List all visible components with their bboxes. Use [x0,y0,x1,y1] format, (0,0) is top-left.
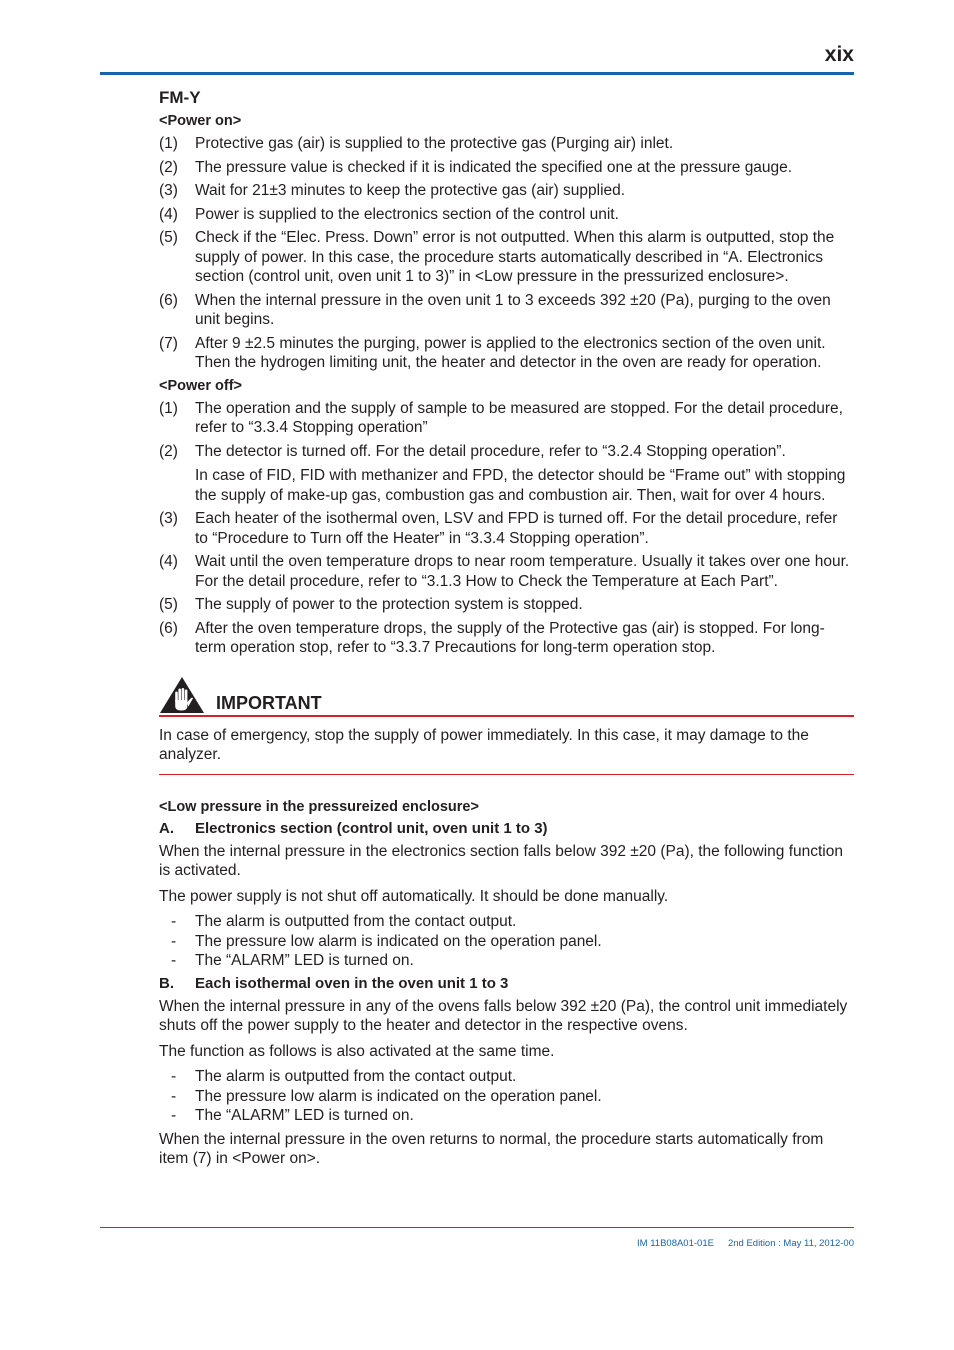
step-text: Wait until the oven temperature drops to near room temperature. Usually it takes over one hour. For the detail procedure, refer to “3.1.3 How to Check the Temperature at Each Part”. [195,553,850,590]
step-text: The detector is turned off. For the detail procedure, refer to “3.2.4 Stopping operation”. [195,442,786,460]
section-b-list [159,1067,854,1126]
list-item-text: The alarm is outputted from the contact output. [195,1068,517,1085]
list-item [159,509,854,548]
page-number: xix [824,43,854,66]
header-rule [100,72,854,75]
list-item [159,134,854,154]
step-text: Check if the “Elec. Press. Down” error is not outputted. When this alarm is outputted, stop the supply of power. In this case, the procedure starts automatically described in “A. Electronics section (control unit, oven unit 1 to 3)” in <Low pressure in the pressurized enclosure>. [195,229,835,285]
spacer [159,775,854,798]
list-item [159,619,854,658]
step-number: (3) [159,182,178,199]
list-item [159,205,854,225]
section-letter: B. [159,974,174,992]
section-a-paragraph: When the internal pressure in the electronics section falls below 392 ±20 (Pa), the following function is activated. [159,842,843,879]
step-text: The supply of power to the protection system is stopped. [195,596,583,613]
section-a-title: Electronics section (control unit, oven unit 1 to 3) [195,819,548,837]
section-b-paragraph: When the internal pressure in any of the ovens falls below 392 ±20 (Pa), the control unit immediately shuts off the power supply to the heater and detector in the respective ovens. [159,997,848,1034]
list-item [159,334,854,373]
list-item [159,158,854,178]
section-b-paragraph: The function as follows is also activated at the same time. [159,1042,555,1060]
list-item [159,181,854,201]
section-b-title: Each isothermal oven in the oven unit 1 to 3 [195,974,509,992]
important-body: In case of emergency, stop the supply of power immediately. In this case, it may damage to the analyzer. [159,726,854,775]
list-item-text: The alarm is outputted from the contact output. [195,913,517,930]
step-number: (3) [159,510,178,527]
list-item: - The “ALARM” LED is turned on. [171,1107,414,1124]
important-header [159,672,854,717]
list-item [159,399,854,438]
list-item [159,442,854,506]
power-on-steps [159,134,854,373]
step-number: (1) [159,399,178,417]
section-a-paragraph: The power supply is not shut off automatically. It should be done manually. [159,887,669,905]
step-number: (6) [159,619,178,637]
section-b-heading [159,975,854,993]
list-item: - The “ALARM” LED is turned on. [171,952,414,969]
step-number: (2) [159,442,178,460]
list-item [159,228,854,287]
section-a-heading [159,820,854,838]
list-item: - The alarm is outputted from the contact output. [171,1068,517,1085]
section-title: FM-Y [159,88,201,107]
list-item [159,552,854,591]
important-notice [159,672,854,775]
step-text: Power is supplied to the electronics section of the control unit. [195,205,619,223]
list-item: - The pressure low alarm is indicated on the operation panel. [171,1087,602,1105]
step-text: When the internal pressure in the oven unit 1 to 3 exceeds 392 ±20 (Pa), purging to the oven unit begins. [195,291,831,328]
step-text: After the oven temperature drops, the supply of the Protective gas (air) is stopped. For long-term operation stop, refer to “3.3.7 Precautions for long-term operation stop. [195,619,825,656]
section-b-closing: When the internal pressure in the oven returns to normal, the procedure starts automatically from item (7) in <Power on>. [159,1130,824,1167]
step-number: (7) [159,334,178,352]
footer [637,1238,854,1250]
list-item-text: The “ALARM” LED is turned on. [195,952,414,969]
step-text: Wait for 21±3 minutes to keep the protective gas (air) supplied. [195,182,626,199]
important-title: IMPORTANT [216,692,322,713]
step-text: Protective gas (air) is supplied to the protective gas (Purging air) inlet. [195,135,674,152]
step-text: After 9 ±2.5 minutes the purging, power is applied to the electronics section of the oven unit. Then the hydrogen limiting unit, the heater and detector in the oven are ready for operation. [195,334,826,371]
step-text: The operation and the supply of sample to be measured are stopped. For the detail procedure, refer to “3.3.4 Stopping operation” [195,399,843,436]
step-number: (5) [159,596,178,613]
document-id: IM 11B08A01-01E [637,1238,714,1249]
list-item-text: The pressure low alarm is indicated on the operation panel. [195,932,602,950]
low-pressure-heading: <Low pressure in the pressureized enclosure> [159,798,479,815]
power-off-steps [159,399,854,658]
section-a-list [159,912,854,971]
footer-rule [100,1227,854,1228]
hand-warning-icon [159,676,205,714]
power-on-heading: <Power on> [159,113,242,129]
list-item [159,595,854,615]
step-number: (1) [159,135,178,152]
step-number: (2) [159,158,178,176]
list-item [159,291,854,330]
list-item-text: The “ALARM” LED is turned on. [195,1107,414,1124]
step-extra-text: In case of FID, FID with methanizer and FPD, the detector should be “Frame out” with stopping the supply of make-up gas, combustion gas and combustion air. Then, wait for over 4 hours. [195,467,846,504]
list-item: - The alarm is outputted from the contact output. [171,913,517,930]
section-letter: A. [159,819,174,837]
page-content [159,88,854,1175]
step-number: (5) [159,229,178,246]
step-text: The pressure value is checked if it is indicated the specified one at the pressure gauge. [195,158,793,176]
step-number: (4) [159,553,178,570]
step-number: (4) [159,205,178,223]
step-text: Each heater of the isothermal oven, LSV and FPD is turned off. For the detail procedure, refer to “Procedure to Turn off the Heater” in “3.3.4 Stopping operation”. [195,510,838,547]
power-off-heading: <Power off> [159,377,242,394]
edition-info: 2nd Edition : May 11, 2012-00 [727,1238,854,1249]
step-number: (6) [159,291,178,309]
list-item-text: The pressure low alarm is indicated on the operation panel. [195,1087,602,1105]
list-item: - The pressure low alarm is indicated on the operation panel. [171,932,602,950]
